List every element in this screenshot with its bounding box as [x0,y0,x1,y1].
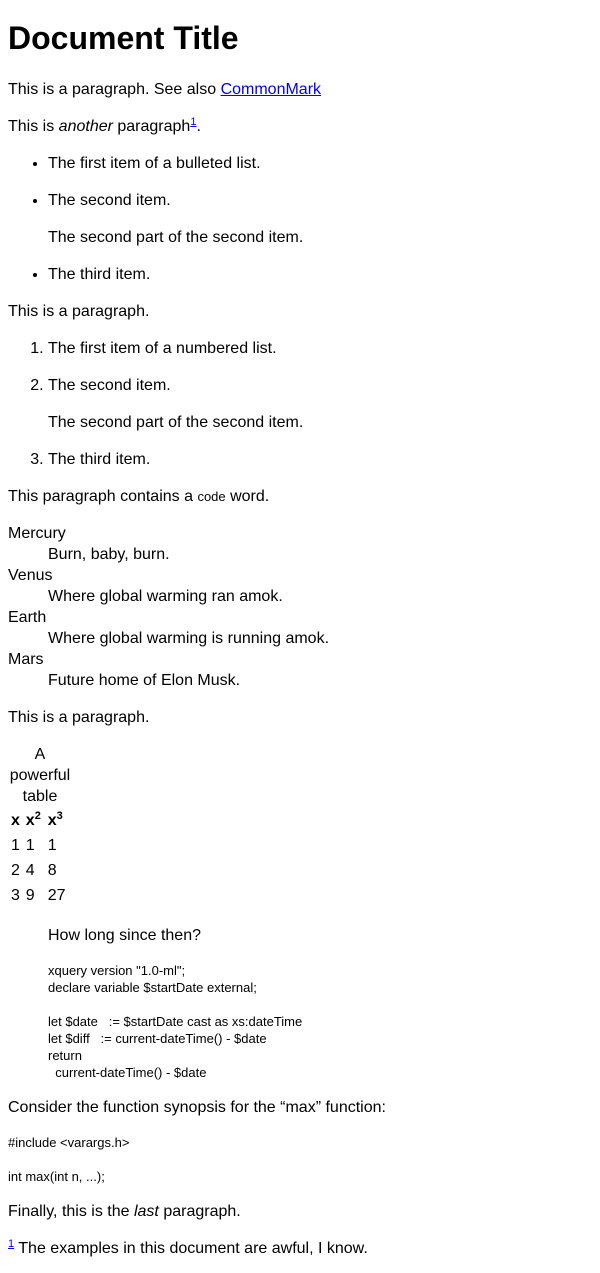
table-row [10,884,70,907]
header-text: x [11,812,20,829]
paragraph-text: This is a paragraph. See also [8,81,221,98]
blockquote-heading: How long since then? [48,927,201,944]
table-caption: A powerful table [9,746,71,805]
paragraph-text: . [196,118,201,135]
paragraph-text: This paragraph contains a [8,488,198,505]
definition-desc: Where global warming ran amok. [48,588,283,605]
table-header-cell [10,809,23,832]
footnote [8,1238,592,1259]
list-item-text: 2. The second item. [48,377,171,394]
paragraph-text: paragraph. [158,1203,241,1220]
xquery-code-block: xquery version "1.0-ml"; declare variable $startDate external; let $date := $startDate cast as xs:dateTime let $diff := current-dateTime() - $date return current-dateTime() - $date [48,963,303,1080]
paragraph-text: word. [225,488,270,505]
paragraph-text: Finally, this is the [8,1203,134,1220]
definition-term: Venus [8,567,53,584]
table-row [10,834,70,857]
powerful-table [8,744,72,909]
header-exponent: 2 [34,810,41,822]
paragraph: Consider the function synopsis for the “max” function: [8,1099,386,1116]
list-item-text: • The second item. [48,192,171,209]
commonmark-link[interactable]: CommonMark [220,81,322,98]
intro-paragraph [8,79,592,100]
table-header-row [10,809,70,832]
footnote-ref-link[interactable]: 1 [190,116,197,128]
table-header-cell [25,809,45,832]
bulleted-list [8,153,592,285]
last-paragraph [8,1201,592,1222]
paragraph-text: This is [8,118,59,135]
emphasis-text: another [58,118,113,135]
header-text: x [47,812,57,829]
list-item-text: The second part of the second item. [48,229,304,246]
table-cell: 2 [11,862,20,879]
numbered-list [8,338,592,470]
emphasis-text: last [133,1203,159,1220]
footnote-text: The examples in this document are awful, I know. [14,1240,368,1257]
table-cell: 3 [11,887,20,904]
definition-term: Earth [8,609,47,626]
header-text: x [25,812,35,829]
definition-desc: Where global warming is running amok. [48,630,330,647]
table-cell: 1 [25,837,35,854]
function-synopsis: #include <varargs.h> int max(int n, ...); [8,1135,130,1184]
table-cell: 27 [47,887,66,904]
table-cell: 1 [47,837,57,854]
code-paragraph [8,486,592,507]
definition-desc: Future home of Elon Musk. [48,672,241,689]
definition-term: Mars [8,651,44,668]
table-cell: 8 [47,862,57,879]
list-item: 1. The first item of a numbered list. [48,338,592,359]
list-item [48,190,592,248]
table-cell: 1 [11,837,20,854]
table-header-cell [47,809,70,832]
table-cell: 9 [25,887,35,904]
list-item: • The third item. [48,264,592,285]
paragraph: This is a paragraph. [8,303,150,320]
footnote-backlink[interactable]: 1 [8,1238,15,1250]
definition-list [8,523,592,691]
inline-code: code [197,489,226,504]
definition-desc: Burn, baby, burn. [48,546,170,563]
list-item-text: The second part of the second item. [48,414,304,431]
table-row [10,859,70,882]
list-item [48,375,592,433]
paragraph-text: paragraph [112,118,191,135]
list-item: 3. The third item. [48,449,592,470]
second-paragraph [8,116,592,137]
blockquote [48,925,552,1081]
table-cell: 4 [25,862,35,879]
paragraph: This is a paragraph. [8,709,150,726]
list-item: • The first item of a bulleted list. [48,153,592,174]
definition-term: Mercury [8,525,66,542]
header-exponent: 3 [56,810,63,822]
page-title: Document Title [8,20,239,56]
